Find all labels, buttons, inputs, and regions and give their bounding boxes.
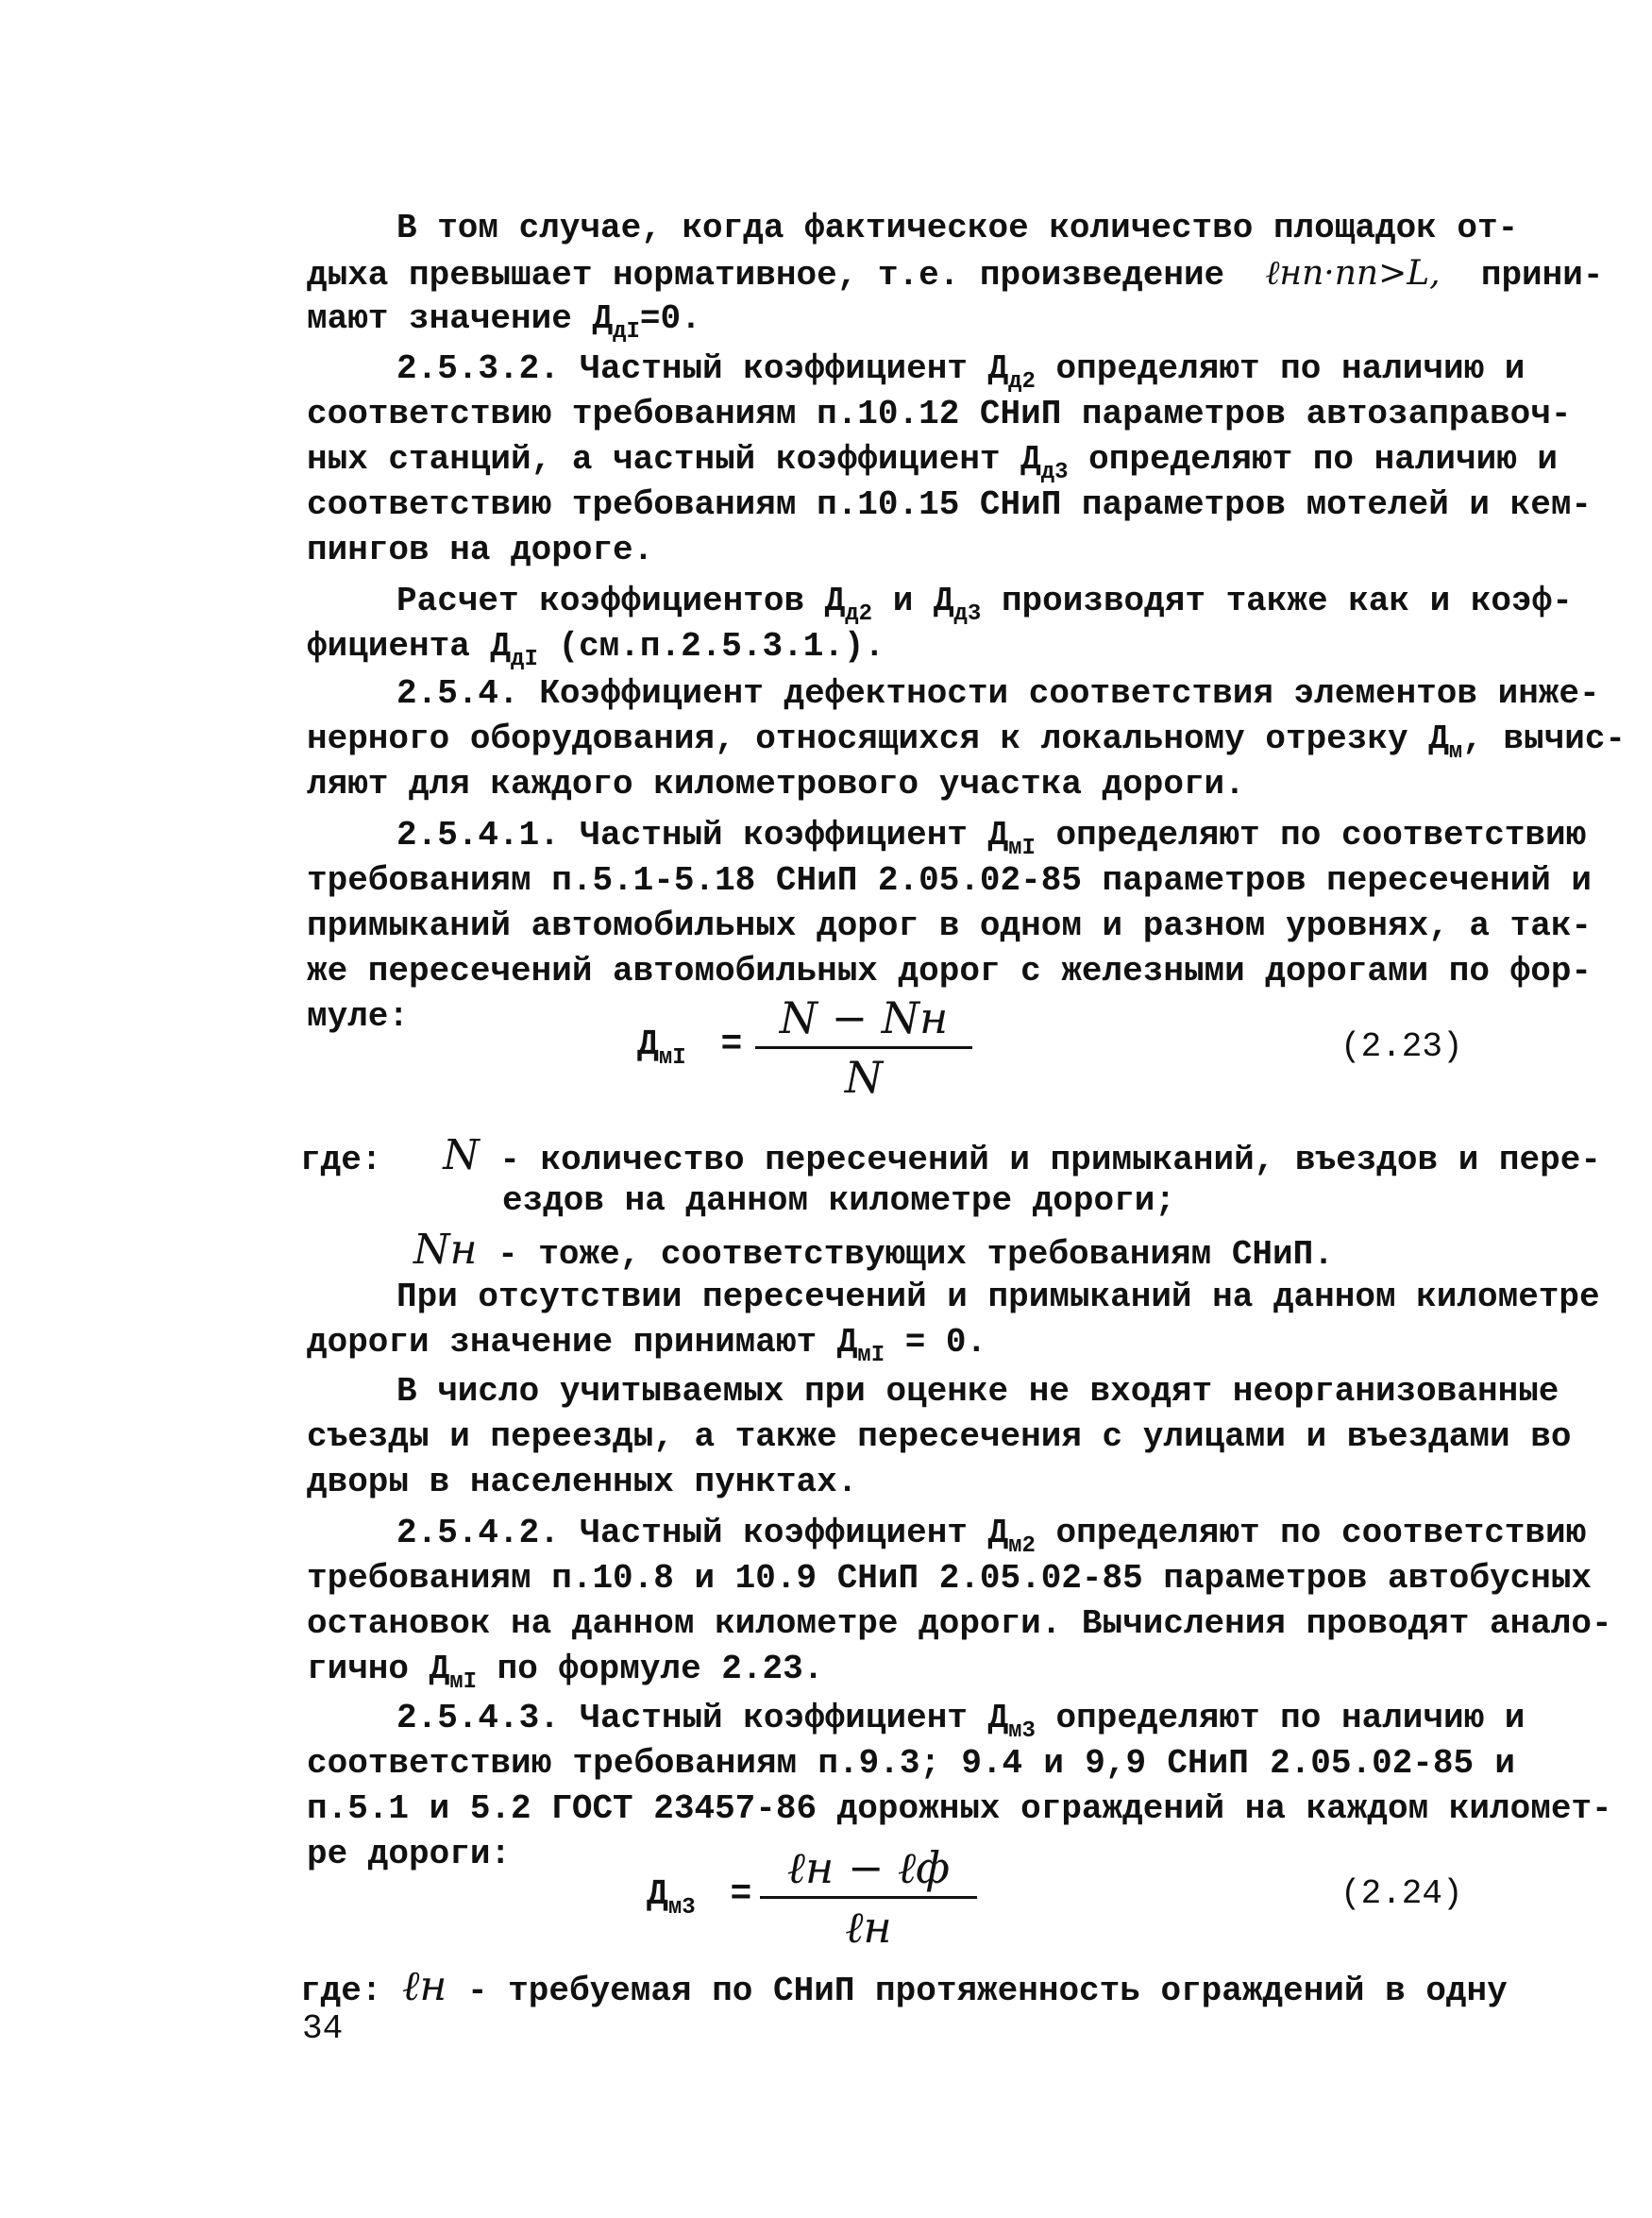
text-line: пингов на дороге.	[307, 531, 654, 569]
text-line: соответствию требованиям п.10.15 СНиП параметров мотелей и кем-	[307, 485, 1593, 524]
page-number: 34	[302, 2009, 344, 2048]
text-line: гично $Д_{мI}$ по формуле 2.23.	[307, 1650, 824, 1695]
formula-2-24: $Д_{м3}$ =	[647, 1874, 752, 1921]
where-line: где: ℓн - требуемая по СНиП протяженность ограждений в одну	[300, 1962, 1508, 2010]
text-line: Расчет коэффициентов $Д_{д2}$ и $Д_{д3}$ производят также как и коэф-	[396, 582, 1573, 627]
where-line: ездов на данном километре дороги;	[502, 1181, 1175, 1220]
text-line: При отсутствии пересечений и примыканий на данном километре	[396, 1278, 1600, 1316]
text-line: требованиям п.5.1-5.18 СНиП 2.05.02-85 параметров пересечений и	[307, 861, 1593, 900]
text-line: же пересечений автомобильных дорог с железными дорогами по фор-	[307, 952, 1593, 990]
fraction-2-24: ℓн − ℓф ℓн	[760, 1841, 977, 1954]
text-line: соответствию требованиям п.10.12 СНиП параметров автозаправоч-	[307, 395, 1572, 433]
text-line: 2.5.4.2. Частный коэффициент $Д_{м2}$ определяют по соответствию	[396, 1514, 1587, 1559]
formula-2-23: $Д_{мI}$ =	[637, 1024, 743, 1071]
text-line: ре дороги:	[307, 1835, 512, 1873]
text-line: 2.5.4. Коэффициент дефектности соответствия элементов инже-	[396, 674, 1600, 713]
text-line: нерного оборудования, относящихся к локальному отрезку $Д_м$, вычис-	[307, 720, 1627, 765]
text-line: соответствию требованиям п.9.3; 9.4 и 9,9 СНиП 2.05.02-85 и	[307, 1744, 1515, 1783]
text-line: 2.5.4.1. Частный коэффициент $Д_{мI}$ определяют по соответствию	[396, 816, 1587, 861]
fraction-2-23: N − Nн N	[755, 991, 972, 1104]
text-line: фициента $Д_{дI}$ (см.п.2.5.3.1.).	[307, 627, 885, 672]
text-line: требованиям п.10.8 и 10.9 СНиП 2.05.02-85 параметров автобусных	[307, 1559, 1593, 1598]
text-line: ляют для каждого километрового участка дороги.	[307, 765, 1245, 804]
where-line: Nн - тоже, соответствующих требованиям СНиП.	[413, 1226, 1334, 1274]
text-line: В том случае, когда фактическое количество площадок от-	[396, 209, 1519, 247]
text-line: 2.5.4.3. Частный коэффициент $Д_{м3}$ определяют по наличию и	[396, 1699, 1526, 1744]
text-line: съезды и переезды, а также пересечения с улицами и въездами во	[307, 1417, 1572, 1456]
text-line: дыха превышает нормативное, т.е. произведение ℓнп·nп>L, прини-	[307, 254, 1604, 295]
text-line: остановок на данном километре дороги. Вычисления проводят анало-	[307, 1604, 1612, 1643]
text-line: примыканий автомобильных дорог в одном и разном уровнях, а так-	[307, 906, 1593, 945]
text-line: 2.5.3.2. Частный коэффициент $Д_{д2}$ определяют по наличию и	[396, 349, 1526, 395]
text-line: ных станций, а частный коэффициент $Д_{д3}$ определяют по наличию и	[307, 440, 1559, 485]
equation-number: (2.23)	[1340, 1027, 1463, 1066]
where-line: где: N - количество пересечений и примыканий, въездов и пере-	[300, 1131, 1601, 1179]
text-line: В число учитываемых при оценке не входят неорганизованные	[396, 1372, 1559, 1411]
equation-number: (2.24)	[1340, 1874, 1463, 1913]
text-line: муле:	[307, 997, 410, 1036]
text-line: мают значение $Д_{дI}=0$.	[307, 299, 701, 345]
text-line: дороги значение принимают $Д_{мI} = 0$.	[307, 1323, 987, 1368]
text-line: п.5.1 и 5.2 ГОСТ 23457-86 дорожных ограждений на каждом километ-	[307, 1789, 1612, 1828]
text-line: дворы в населенных пунктах.	[307, 1463, 858, 1501]
inline-formula: ℓнп·nп>L,	[1265, 254, 1441, 293]
